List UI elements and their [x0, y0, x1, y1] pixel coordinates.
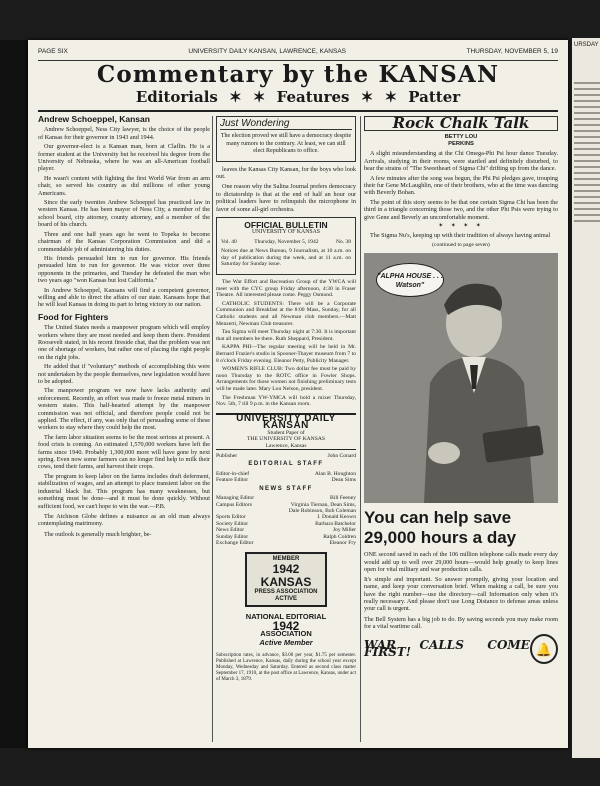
speech-bubble-text: Watson": [395, 282, 425, 290]
paragraph: One reason why the Salina Journal prefers democracy to dictatorship is that at the end of half an hour our political leaders have to relinquish the microphone in favor of some all-girl orchestra.: [216, 183, 356, 213]
staff-role: Managing Editor: [216, 495, 255, 502]
folio-date: THURSDAY, NOVEMBER 5, 19: [466, 48, 558, 55]
paragraph: The Sigma Nu's, keeping up with their tradition of always having animal: [370, 232, 551, 240]
badge-text: 1942 KANSAS: [260, 562, 312, 590]
folio-page-number: PAGE SIX: [38, 48, 68, 55]
nea-text: ASSOCIATION: [260, 629, 312, 639]
nea-text: 1942: [272, 618, 300, 633]
paragraph: Since the early twenties Andrew Schoeppel has practiced law in western Kansas. He has been mayor of Ness City, a member of the school board, city attorney, county attorney, and a member of the board of his church.: [38, 199, 210, 229]
just-wondering-box: [216, 116, 356, 162]
bulletin-item: The Freshman YW-YMCA will hold a mixer Thursday, Nov. 5th, 7 till 9 p.m. in the Kansan room.: [216, 394, 356, 408]
bulletin-title: OFFICIAL BULLETIN: [244, 220, 328, 231]
kansan-title: UNIVERSITY DAILY KANSAN: [236, 412, 336, 432]
staff-role: Feature Editor: [216, 477, 249, 484]
middle-column: [216, 116, 356, 682]
kansan-sub: Lawrence, Kansas: [265, 442, 307, 449]
staff-role: Sports Editor: [216, 514, 246, 521]
masthead-title: Commentary by the KANSAN: [96, 61, 500, 88]
paragraph: Three and one half years ago he went to Topeka to become chairman of the Kansas Corporation Commission and did a commendable job of administering his duties.: [38, 230, 210, 253]
paragraph: His friends persuaded him to run for governor. His friends persuaded him to run for governor. He was victor over three opponents in the primaries, and Tuesday he defeated the man who two years ago "won Kansas but lost California.": [38, 254, 210, 285]
continued-note: (continued to page seven): [432, 241, 490, 248]
right-column: [364, 116, 558, 664]
staff-role: Society Editor: [216, 520, 249, 527]
nea-text: NATIONAL EDITORIAL: [245, 612, 327, 622]
nea-text: Active Member: [259, 637, 313, 647]
bulletin-item: Tau Sigma will meet Thursday night at 7:30. It is important that all members be there. Ruth Sheppard, President.: [216, 329, 356, 342]
ad-photo: [364, 253, 558, 503]
staff-name: Alan B. Houghton: [314, 470, 356, 477]
bell-icon: 🔔: [530, 634, 558, 664]
bulletin-volume: Vol. 40: [221, 238, 237, 245]
staff-row: [216, 540, 356, 546]
newspaper-page: [28, 40, 568, 748]
kansan-sub: Student Paper of: [267, 429, 305, 436]
paragraph: A few minutes after the song was begun, the Phi Psi pledges gave, trouping their fur Gene McLaughlin, one of their brothers, who at the time was dancing with Beverly Bohan.: [364, 174, 558, 197]
headline-schoeppel: Andrew Schoeppel, Kansan: [38, 114, 150, 124]
paragraph: Our governor-elect is a Kansan man, born at Claflin. He is a former student at the University but he received his degree from the University of Nebraska, where he was an all-American football player.: [38, 143, 210, 173]
badge-text: PRESS ASSOCIATION: [254, 589, 318, 596]
staff-name: Eleanor Fry: [329, 539, 356, 546]
column-divider: [212, 116, 213, 742]
paragraph: Andrew Schoeppel, Ness City lawyer, is the choice of the people of Kansas for their governor in 1943 and 1944.: [38, 126, 210, 141]
paragraph: The United States needs a manpower program which will employ workers where they are most needed and keep them there. President Roosevelt stated, in his recent fireside chat, that the problem was not one of shortage of workers, but rather one of placing the right people on the right jobs.: [38, 324, 210, 361]
staff-name: John Conard: [327, 453, 356, 460]
adjacent-page-edge: [572, 38, 600, 758]
ad-footer: [364, 634, 558, 664]
badge-text: ACTIVE: [274, 596, 297, 603]
bulletin-meta: [221, 239, 351, 246]
bulletin-item: CATHOLIC STUDENTS: There will be a Corporate Communion and Breakfast at the 8:00 Mass, Sunday, for all Catholic students and all Newman club members.—Matt Menzerti, Newman Club treasurer.: [216, 300, 356, 327]
bulletin-item: The War Effort and Recreation Group of the YWCA will meet with the CYC group Friday afternoon, 4:30 in Fraser Theatre. All interested please come. Peggy Osmond.: [216, 279, 356, 299]
separator-stars: ✶ ✶ ✶ ✶: [438, 223, 484, 230]
badge-text: MEMBER: [272, 556, 300, 563]
staff-name: Dale Robinson, Bob Coleman: [288, 507, 356, 514]
staff-name: Virginia Tiernan, Dean Sims,: [290, 501, 356, 508]
bulletin-subtitle: UNIVERSITY OF KANSAS: [251, 229, 321, 236]
staff-row: [216, 453, 356, 459]
ad-paragraph: The Bell System has a big job to do. By saving seconds you may make room for a vital wartime call.: [364, 615, 558, 630]
bell-system-ad: [364, 508, 558, 664]
ad-headline: You can help save: [364, 508, 512, 528]
staff-name: Bill Feeney: [330, 495, 356, 502]
just-wondering-text: The election proved we still have a democracy despite many rumors to the contrary. At least, we can still elect Republicans to office.: [220, 133, 352, 155]
paragraph: The point of this story seems to be that one certain Sigma Chi has been the third in a triangle concerning those two, and the other Phi Psis were trying to give Gene and Beverly an uncomfortable moment.: [364, 198, 558, 221]
column-divider: [360, 116, 361, 742]
staff-name: Barbara Batchelor: [315, 520, 356, 527]
rock-chalk-talk-header: [364, 116, 558, 131]
kansan-masthead: [216, 413, 356, 450]
staff-name: Ralph Coldren: [323, 533, 356, 540]
adjacent-page-date: URSDAY: [574, 42, 599, 48]
adjacent-page-text: [574, 78, 600, 226]
paragraph: He added that if "voluntary" methods of accomplishing this were not undertaken by the people themselves, new legislation would have to be adopted.: [38, 363, 210, 385]
ad-paragraph: It's simple and important. So answer promptly, giving your location and name, and keep your conversation brief. When making a call, be sure you have the right number—use the directory—call Information only when it's really necessary. And please don't use Long Distance to defense areas unless your call is urgent.: [364, 576, 558, 613]
paragraph: The Atchison Globe defines a nuisance as an old man always contemplating matrimony.: [38, 512, 210, 528]
editorial-column: [38, 116, 210, 540]
page-folio: [38, 48, 558, 61]
section-masthead: [38, 62, 558, 106]
masthead-rule: [38, 110, 558, 112]
staff-role: Exchange Editor: [216, 539, 254, 546]
byline: BETTY LOU: [444, 134, 478, 141]
press-association-badge: [245, 552, 327, 607]
paragraph: The program to keep labor on the farms includes draft deferment, stabilization of wages, and an attempt to place transient labor on the industrial black list. This program has many weaknesses, but something must be done—and it must be done quickly. Without sufficient food, we can't hope to win the war.—P.B.: [38, 472, 210, 510]
bulletin-item: WOMEN'S RIFLE CLUB: Two dollar fee must be paid by noon Thursday to the ROTC office in Fowler Shops. Arrangements for those women not finishing preliminary tests will be made later. Mary Lou Nelson, president.: [216, 366, 356, 392]
binding-edge: [0, 40, 28, 748]
staff-role: Publisher: [216, 453, 238, 460]
headline-food-for-fighters: Food for Fighters: [38, 311, 109, 322]
staff-role: Campus Editors: [216, 501, 252, 508]
editorial-staff-heading: EDITORIAL STAFF: [248, 461, 324, 468]
news-staff-heading: NEWS STAFF: [259, 485, 313, 492]
paragraph: In Andrew Schoeppel, Kansans will find a competent governor, willing and able to direct the affairs of our state. Kansans hope that he will lead Kansas in doing its part to bring victory to our nation.: [38, 286, 210, 309]
masthead-subtitle: Editorials ✶ ✶ Features ✶ ✶ Patter: [135, 88, 461, 106]
rock-chalk-talk-title: Rock Chalk Talk: [392, 114, 530, 132]
paragraph: A slight misunderstanding at the Chi Omega-Phi Psi hour dance Tuesday. Arrivals, studying in their rooms, were startled and definitely disturbed, to hear the strains of "The Sweetheart of Sigma Chi" drifting up from the dance.: [364, 150, 558, 173]
paragraph: He wasn't content with fighting the first World War from an arm chair, so served his country as did millions of other young Americans.: [38, 174, 210, 197]
folio-paper-name: UNIVERSITY DAILY KANSAN, LAWRENCE, KANSAS: [188, 48, 346, 55]
subscription-notice: Subscription rates, in advance, $3.00 per year, $1.75 per semester. Published at Lawrence, Kansas, daily during the school year except Monday, Wednesday and Saturday. Entered as second class matter September 17, 1910, at the post office at Lawrence, Kansas, under act of March 3, 1879.: [216, 653, 356, 682]
just-wondering-title: Just Wondering: [220, 120, 352, 130]
bulletin-date: Thursday, November 5, 1942: [254, 238, 319, 245]
staff-name: Dean Sims: [331, 477, 356, 484]
ad-paragraph: ONE second saved in each of the 106 million telephone calls made every day would add up to well over 29,000 hours—would help greatly to keep lines open for vital military and war production calls.: [364, 551, 558, 573]
speech-bubble-text: "ALPHA HOUSE . . .: [377, 273, 443, 281]
paragraph: The outlook is generally much brighter, be-: [44, 530, 152, 538]
staff-name: Joy Miller: [332, 527, 356, 534]
paragraph: The farm labor situation seems to be the most serious at present. A food crisis is coming. An estimated 1,570,000 workers have left the farms since 1940. Probably 1,300,000 more will have gone by next spring. Even now some farmers can no longer find help to milk their cows, tend their farms, and harvest their crops.: [38, 433, 210, 471]
ad-headline: 29,000 hours a day: [364, 528, 517, 548]
bulletin-number: No. 38: [336, 238, 351, 245]
staff-row: [216, 477, 356, 483]
bulletin-notice: Notices due at News Bureau, 9 Journalism, at 10 a.m. on day of publication during the week, and at 11 a.m. on Saturday for Sunday issue.: [221, 248, 351, 268]
staff-role: Sunday Editor: [216, 533, 249, 540]
byline: PERKINS: [448, 140, 474, 147]
bulletin-item: KAPPA PHI—The regular meeting will be held in Mr. Bernard Frazier's studio in Spooner-Thayer museum from 7 to 8 o'clock Friday evening. Eleanor Petty, Publicity Manager.: [216, 344, 356, 364]
staff-role: News Editor: [216, 527, 245, 534]
ad-slogan: WAR CALLS COME FIRST!: [364, 637, 530, 660]
paragraph: The manpower program we now have lacks authority and enforcement. Recently, an effort was made to freeze metal miners in western states. This half-hearted attempt by the manpower commission was not official, and therefore people could not be applied. The effect, if any, was only that of persuading some of these workers to stay where they could help the most.: [38, 387, 210, 432]
kansan-sub: THE UNIVERSITY OF KANSAS: [247, 436, 325, 443]
staff-role: Editor-in-chief: [216, 470, 250, 477]
official-bulletin: [216, 217, 356, 275]
paragraph: leaves the Kansas City Kansan, for the boys who look out.: [216, 165, 356, 181]
nea-member-logo: [216, 613, 356, 647]
staff-name: J. Donald Keown: [317, 514, 356, 521]
